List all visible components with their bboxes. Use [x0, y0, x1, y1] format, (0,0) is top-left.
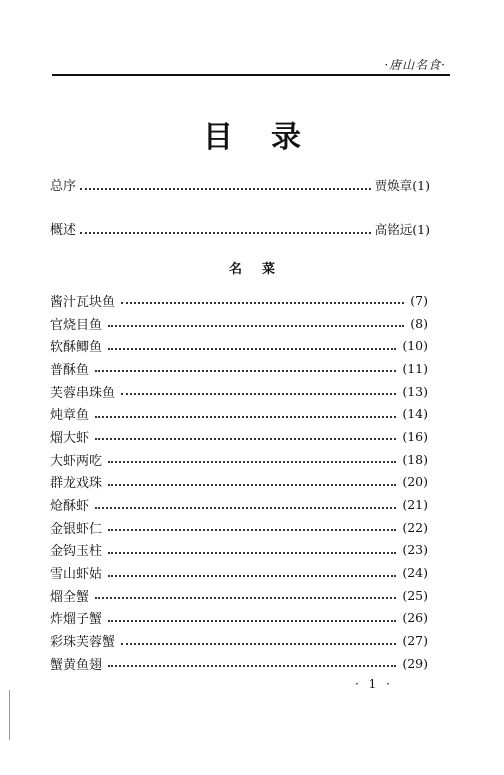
toc-entry-page: (25) — [402, 587, 428, 603]
toc-entry — [50, 607, 428, 630]
dot-leader — [80, 232, 371, 234]
dot-leader — [95, 597, 396, 599]
toc-entry — [50, 334, 428, 357]
dot-leader — [95, 507, 396, 509]
toc-entry-page: (8) — [410, 315, 428, 331]
dot-leader — [108, 529, 396, 531]
dot-leader — [121, 302, 404, 304]
toc-entry-title: 大虾两吃 — [50, 453, 103, 469]
toc-entry-title: 炝酥虾 — [50, 499, 90, 515]
header-rule — [52, 74, 450, 76]
dot-leader — [108, 461, 396, 463]
toc-entry-title: 金钩玉柱 — [50, 544, 103, 560]
toc-entry-title: 官烧目鱼 — [50, 317, 103, 333]
dot-leader — [108, 552, 396, 554]
toc-entry — [50, 380, 428, 403]
toc-entry — [50, 539, 428, 562]
toc-entry-page: (11) — [402, 360, 428, 376]
toc-entry — [50, 402, 428, 425]
dot-leader — [121, 643, 396, 645]
toc-entry-title: 群龙戏珠 — [50, 476, 103, 492]
dot-leader — [95, 438, 396, 440]
page-title: 目录 — [203, 120, 339, 155]
toc-preface-row — [50, 176, 430, 194]
toc-entry-page: (14) — [402, 406, 428, 422]
toc-entry — [50, 357, 428, 380]
page-number: · 1 · — [355, 677, 393, 691]
dot-leader — [95, 370, 396, 372]
toc-entry-page: (10) — [402, 338, 428, 354]
toc-entry — [50, 312, 428, 335]
toc-entry — [50, 584, 428, 607]
toc-overview-row — [50, 220, 430, 238]
dot-leader — [108, 620, 396, 622]
toc-entry — [50, 561, 428, 584]
dot-leader — [121, 393, 396, 395]
toc-entry-page: (26) — [402, 610, 428, 626]
toc-entry — [50, 516, 428, 539]
dot-leader — [95, 416, 396, 418]
toc-entry-page: (13) — [402, 383, 428, 399]
toc-entry-page: (29) — [402, 655, 428, 671]
toc-entry-title: 雪山虾姑 — [50, 567, 103, 583]
toc-entry — [50, 289, 428, 312]
dot-leader — [108, 665, 396, 667]
section-heading: 名菜 — [228, 262, 295, 277]
dot-leader — [108, 575, 396, 577]
toc-entry-page: (20) — [402, 474, 428, 490]
toc-entry-title: 酱汁瓦块鱼 — [50, 294, 116, 310]
toc-entry-title: 软酥鲫鱼 — [50, 340, 103, 356]
toc-entry-title: 金银虾仁 — [50, 521, 103, 537]
toc-entry-page: (7) — [410, 292, 428, 308]
dot-leader — [108, 348, 396, 350]
toc-entry-page: (24) — [402, 565, 428, 581]
toc-entry — [50, 425, 428, 448]
header-title: ·唐山名食· — [384, 58, 446, 72]
toc-entry-page: (23) — [402, 542, 428, 558]
toc-entry-page: (21) — [402, 497, 428, 513]
toc-entry-title: 普酥鱼 — [50, 362, 90, 378]
dot-leader — [108, 484, 396, 486]
dot-leader — [108, 325, 404, 327]
toc-entry-title: 蟹黄鱼翅 — [50, 657, 103, 673]
scan-edge-mark — [9, 690, 10, 740]
toc-entry-title: 熘大虾 — [50, 430, 90, 446]
toc-preface-title: 总序 — [50, 179, 77, 194]
toc-entry-title: 彩珠芙蓉蟹 — [50, 635, 116, 651]
toc-overview-title: 概述 — [50, 223, 77, 238]
toc-entry-page: (18) — [402, 451, 428, 467]
toc-entry-page: (16) — [402, 428, 428, 444]
toc-preface-ref: 贾焕章(1) — [374, 178, 430, 193]
toc-entry-page: (27) — [402, 633, 428, 649]
toc-overview-ref: 高铭远(1) — [374, 222, 430, 237]
toc-entry — [50, 652, 428, 675]
dot-leader — [80, 188, 371, 190]
toc-entry-title: 炖章鱼 — [50, 408, 90, 424]
toc-entry-title: 炸熘子蟹 — [50, 612, 103, 628]
toc-entry-title: 芙蓉串珠鱼 — [50, 385, 116, 401]
toc-list — [50, 289, 428, 675]
toc-entry-title: 熘全蟹 — [50, 589, 90, 605]
toc-entry — [50, 448, 428, 471]
toc-entry — [50, 493, 428, 516]
toc-entry — [50, 629, 428, 652]
toc-entry — [50, 471, 428, 494]
toc-entry-page: (22) — [402, 519, 428, 535]
